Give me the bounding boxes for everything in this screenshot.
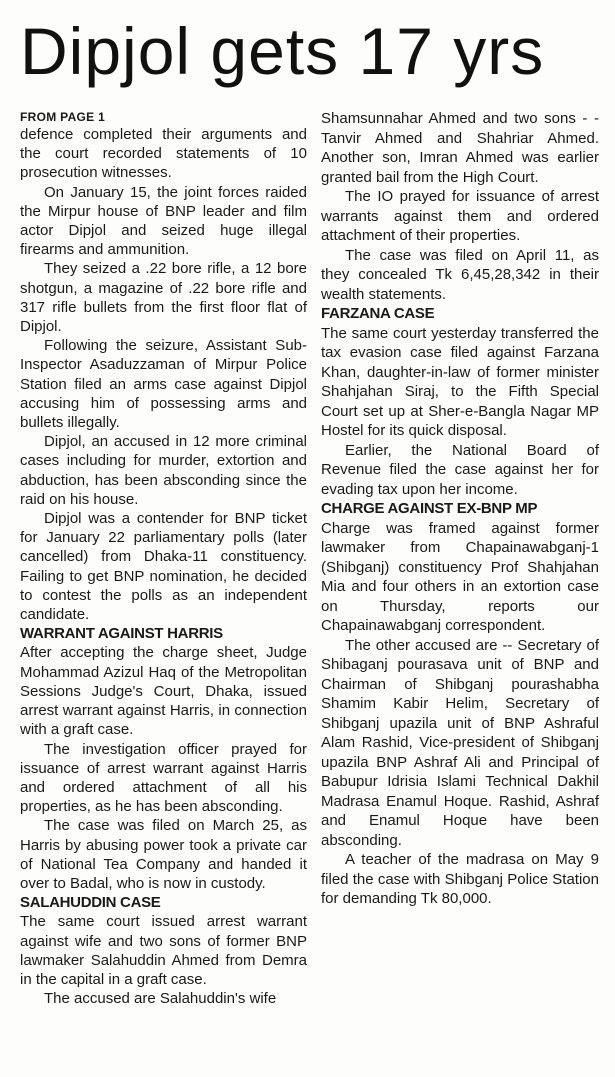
paragraph: The case was filed on April 11, as they concealed Tk 6,45,28,342 in their wealth statements. <box>321 246 599 303</box>
paragraph: They seized a .22 bore rifle, a 12 bore shotgun, a magazine of .22 bore rifle and 317 rifle bullets from the first floor flat of Dipjol. <box>20 260 307 336</box>
headline: Dipjol gets 17 yrs <box>20 14 545 88</box>
paragraph: Dipjol was a contender for BNP ticket for January 22 parliamentary polls (later cancelled) from Dhaka-11 constituency. Failing to get BNP nomination, he decided to contest the polls as an independent candidate. <box>20 510 307 624</box>
paragraph: The same court issued arrest warrant against wife and two sons of former BNP lawmaker Salahuddin Ahmed from Demra in the capital in a graft case. <box>20 913 307 988</box>
paragraph: On January 15, the joint forces raided the Mirpur house of BNP leader and film actor Dipjol and seized huge illegal firearms and ammunition. <box>20 183 307 259</box>
paragraph: The accused are Salahuddin's wife <box>44 990 277 1008</box>
paragraph: Charge was framed against former lawmaker from Chapainawabganj-1 (Shibganj) constituency Prof Shahjahan Mia and four others in an extortion case on Thursday, reports our Chapainawabganj correspondent. <box>321 519 599 634</box>
paragraph: After accepting the charge sheet, Judge Mohammad Azizul Haq of the Metropolitan Sessions Judge's Court, Dhaka, issued arrest warrant against Harris, in connection with a graft case. <box>20 644 307 739</box>
article-column-left <box>20 110 307 1008</box>
paragraph: A teacher of the madrasa on May 9 filed the case with Shibganj Police Station for demanding Tk 80,000. <box>321 851 599 907</box>
kicker: FROM PAGE 1 <box>20 110 106 124</box>
paragraph: The other accused are -- Secretary of Shibaganj pourasava unit of BNP and Chairman of Shibganj pourashabha Shamim Kabir Helim, Secretary of Shibganj upazila unit of BNP Ashraful Alam Rashid, Vice-president of Shibganj upazila BNP Ashraf Ali and Principal of Babupur Idrisia Islami Technical Dakhil Madrasa Enamul Hoque. Rashid, Ashraf and Enamul Hoque have been absconding. <box>321 636 599 849</box>
paragraph: The investigation officer prayed for issuance of arrest warrant against Harris and ordered attachment of all his properties, as he has been absconding. <box>20 740 307 816</box>
paragraph: Dipjol, an accused in 12 more criminal cases including for murder, extortion and abduction, has been absconding since the raid on his house. <box>20 433 307 508</box>
subhead-warrant-against-harris: WARRANT AGAINST HARRIS <box>20 625 223 643</box>
paragraph: The case was filed on March 25, as Harris by abusing power took a private car of National Tea Company and handed it over to Badal, who is now in custody. <box>20 817 307 892</box>
paragraph: The same court yesterday transferred the tax evasion case filed against Farzana Khan, daughter-in-law of former minister Shahjahan Siraj, to the Fifth Special Court set up at Sher-e-Bangla Nagar MP Hostel for its quick disposal. <box>321 324 599 439</box>
subhead-charge-against-ex-bnp-mp: CHARGE AGAINST EX-BNP MP <box>321 500 538 517</box>
paragraph: Earlier, the National Board of Revenue filed the case against her for evading tax upon her income. <box>321 441 599 498</box>
paragraph: Shamsunnahar Ahmed and two sons - - Tanvir Ahmed and Shahriar Ahmed. Another son, Imran Ahmed was earlier granted bail from the High Court. <box>321 110 599 186</box>
subhead-farzana-case: FARZANA CASE <box>321 305 435 322</box>
paragraph: The IO prayed for issuance of arrest warrants against them and ordered attachment of their properties. <box>321 188 599 244</box>
article-column-right <box>321 109 599 909</box>
subhead-salahuddin-case: SALAHUDDIN CASE <box>20 894 161 912</box>
paragraph: Following the seizure, Assistant Sub-Inspector Asaduzzaman of Mirpur Police Station filed an arms case against Dipjol accusing him of possessing arms and bullets illegally. <box>20 337 307 432</box>
paragraph: defence completed their arguments and the court recorded statements of 10 prosecution witnesses. <box>20 126 307 182</box>
